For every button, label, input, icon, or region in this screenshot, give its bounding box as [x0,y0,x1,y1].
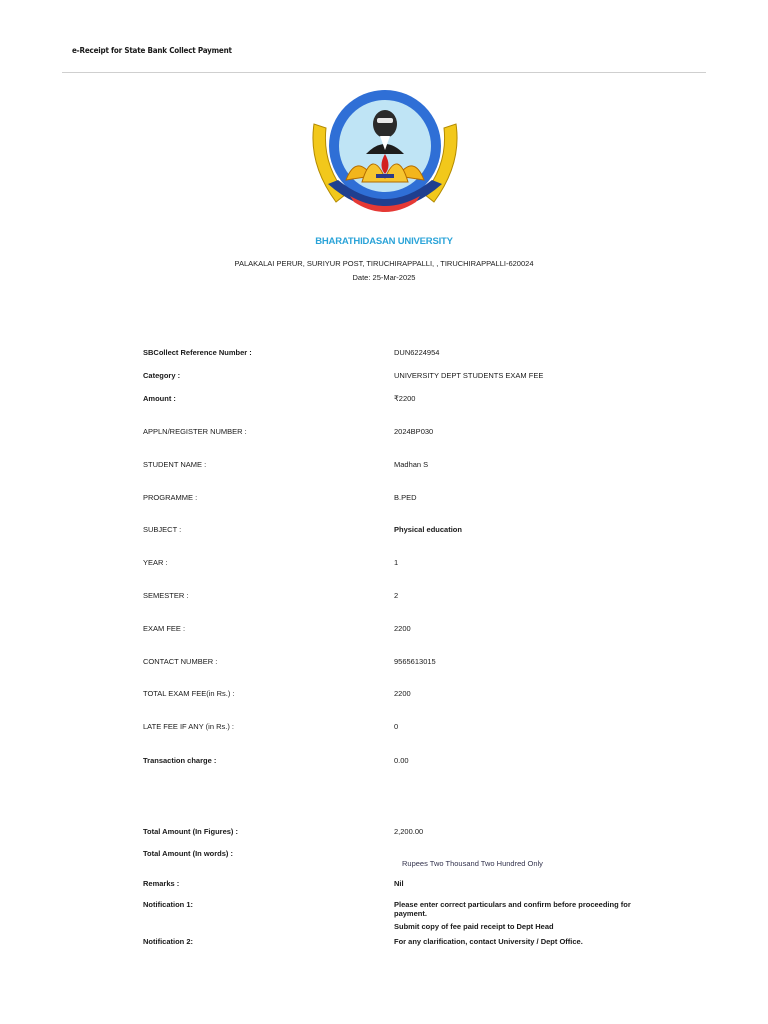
total-exam-fee-label: TOTAL EXAM FEE(in Rs.) : [143,689,235,698]
programme-label: PROGRAMME : [143,493,198,502]
student-name-label: STUDENT NAME : [143,460,207,469]
subject-value: Physical education [394,525,462,534]
notification-2-value: For any clarification, contact University / Dept Office. [394,937,583,946]
exam-fee-label: EXAM FEE : [143,624,186,633]
year-value: 1 [394,558,399,567]
late-fee-label: LATE FEE IF ANY (in Rs.) : [143,722,234,731]
university-emblem-icon [306,84,464,226]
university-address: PALAKALAI PERUR, SURIYUR POST, TIRUCHIRAPPALLI, , TIRUCHIRAPPALLI-620024 [234,259,534,268]
reference-number-value: DUN6224954 [394,348,440,357]
year-label: YEAR : [143,558,168,567]
subject-label: SUBJECT : [143,525,182,534]
notification-1-line-2: Submit copy of fee paid receipt to Dept Head [394,922,554,931]
remarks-label: Remarks : [143,879,180,888]
reference-number-label: SBCollect Reference Number : [143,348,252,357]
transaction-charge-label: Transaction charge : [143,756,217,765]
category-value: UNIVERSITY DEPT STUDENTS EXAM FEE [394,371,544,380]
header-divider [62,72,706,73]
transaction-charge-value: 0.00 [394,756,409,765]
amount-label: Amount : [143,394,176,403]
notification-1-value [394,900,654,931]
notification-1-label: Notification 1: [143,900,193,909]
remarks-value: Nil [394,879,404,888]
total-figures-value: 2,200.00 [394,827,424,836]
category-label: Category : [143,371,181,380]
contact-number-value: 9565613015 [394,657,436,666]
programme-value: B.PED [394,493,417,502]
notification-1-line-1: Please enter correct particulars and confirm before proceeding for payment. [394,900,631,918]
total-words-label: Total Amount (In words) : [143,849,233,858]
receipt-date: Date: 25-Mar-2025 [352,273,416,282]
student-name-value: Madhan S [394,460,429,469]
appln-number-label: APPLN/REGISTER NUMBER : [143,427,247,436]
amount-value: ₹2200 [394,394,416,403]
semester-label: SEMESTER : [143,591,189,600]
university-name: BHARATHIDASAN UNIVERSITY [315,236,453,247]
contact-number-label: CONTACT NUMBER : [143,657,218,666]
exam-fee-value: 2200 [394,624,411,633]
total-words-value: Rupees Two Thousand Two Hundred Only [402,859,543,868]
late-fee-value: 0 [394,722,399,731]
receipt-page-header: e-Receipt for State Bank Collect Payment [72,46,232,55]
semester-value: 2 [394,591,399,600]
total-exam-fee-value: 2200 [394,689,411,698]
total-figures-label: Total Amount (In Figures) : [143,827,238,836]
appln-number-value: 2024BP030 [394,427,434,436]
notification-2-label: Notification 2: [143,937,193,946]
